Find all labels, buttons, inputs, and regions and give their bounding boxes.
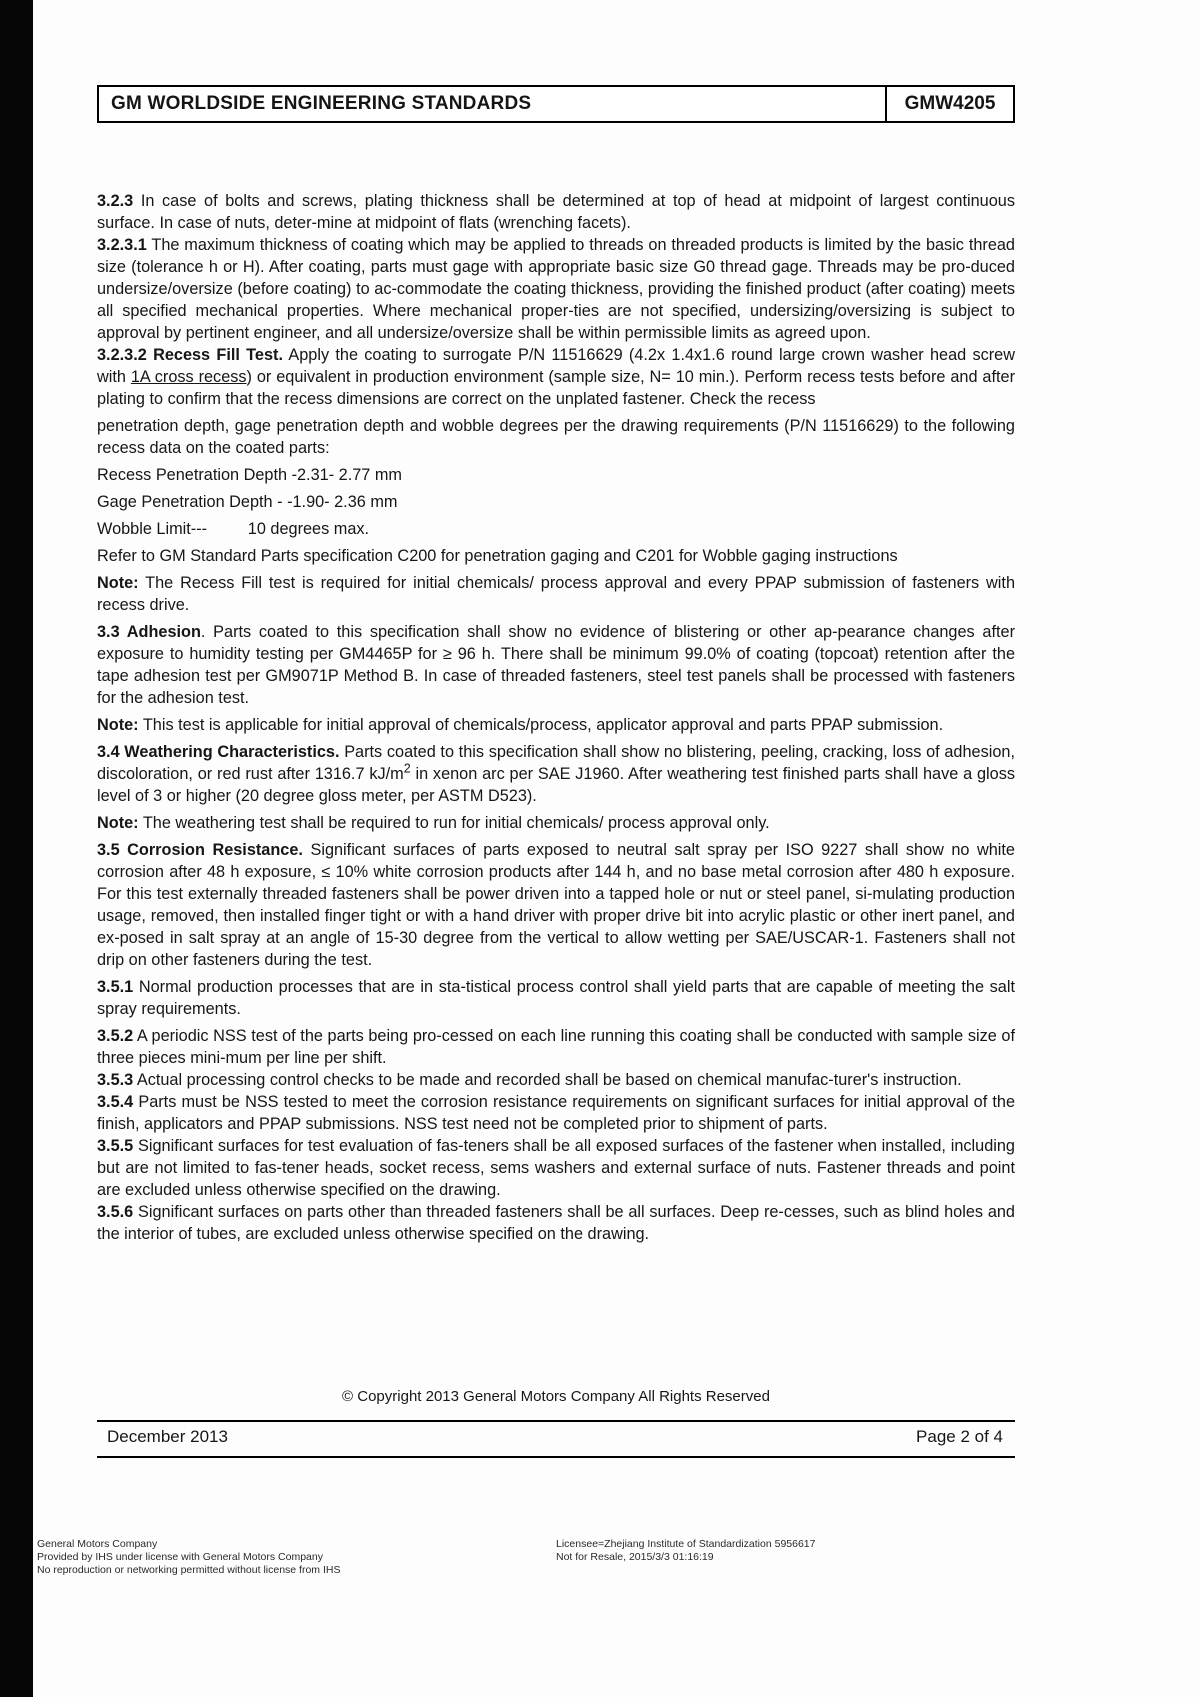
paragraph-text: Parts must be NSS tested to meet the corrosion resistance requirements on significant surfaces for initial approval of the finish, applicators and PPAP submissions. NSS test need not be completed prior to shipment of parts. xyxy=(97,1093,1015,1133)
paragraph-text: Refer to GM Standard Parts specification C200 for penetration gaging and C201 for Wobble gaging instructions xyxy=(97,547,898,565)
copyright-line: © Copyright 2013 General Motors Company All Rights Reserved xyxy=(342,1388,770,1405)
document-header xyxy=(97,85,1015,123)
paragraph-text: 1A cross recess xyxy=(130,368,247,386)
paragraph-text: Parts coated to this specification shall show no blistering, peeling, cracking, loss of adhesion, discoloration, or red rust after 1316.7 kJ/m xyxy=(97,743,1015,783)
fineprint-line: Licensee=Zhejiang Institute of Standardization 5956617 xyxy=(556,1538,816,1550)
paragraph xyxy=(97,234,1015,344)
fineprint-line: No reproduction or networking permitted without license from IHS xyxy=(37,1564,341,1576)
paragraph-lead-text: Note: xyxy=(97,574,139,592)
paragraph-text: Normal production processes that are in sta-tistical process control shall yield parts that are capable of meeting the salt spray requirements. xyxy=(97,978,1015,1018)
paragraph-text: Wobble Limit--- 10 degrees max. xyxy=(97,520,370,538)
fineprint-left-block xyxy=(37,1538,340,1577)
paragraph xyxy=(97,572,1015,616)
paragraph xyxy=(97,812,1015,834)
paragraph-text: . Parts coated to this specification shall show no evidence of blistering or other ap-pearance changes after exposure to humidity testing per GM4465P for ≥ 96 h. There shall be minimum 99.0% of coating (topcoat) retention after the tape adhesion test per GM9071P Method B. In case of threaded fasteners, steel test panels shall be processed with fasteners for the adhesion test. xyxy=(97,623,1015,707)
paragraph-lead-text: Note: xyxy=(97,716,139,734)
paragraph xyxy=(97,1069,1015,1091)
paragraph xyxy=(97,976,1015,1020)
fineprint-line: Not for Resale, 2015/3/3 01:16:19 xyxy=(556,1551,714,1563)
header-doc-number: GMW4205 xyxy=(885,87,1013,121)
paragraph-text: A periodic NSS test of the parts being pro-cessed on each line running this coating shall be conducted with sample size of three pieces mini-mum per line per shift. xyxy=(97,1027,1015,1067)
footer-divider-top xyxy=(97,1420,1015,1422)
paragraph-text: Apply the coating to surrogate P/N 11516629 (4.2x 1.4x1.6 round large crown washer head screw with xyxy=(97,346,1015,386)
scan-left-edge xyxy=(0,0,33,1697)
footer-divider-bottom xyxy=(97,1456,1015,1458)
paragraph-text: Actual processing control checks to be made and recorded shall be based on chemical manufac-turer's instruction. xyxy=(133,1071,962,1089)
paragraph xyxy=(97,518,1015,540)
document-body xyxy=(97,190,1015,1245)
paragraph-text: ) or equivalent in production environment (sample size, N= 10 min.). Perform recess tests before and after plating to confirm that the recess dimensions are correct on the unplated fastener. Check the recess xyxy=(97,368,1015,408)
paragraph xyxy=(97,545,1015,567)
fineprint-line: Provided by IHS under license with General Motors Company xyxy=(37,1551,323,1563)
paragraph-lead-text: 3.4 Weathering Characteristics. xyxy=(97,743,340,761)
paragraph xyxy=(97,714,1015,736)
paragraph-lead-text: 3.5.1 xyxy=(97,978,134,996)
paragraph-lead-text: 3.3 Adhesion xyxy=(97,623,201,641)
header-title: GM WORLDSIDE ENGINEERING STANDARDS xyxy=(111,93,532,114)
footer-row xyxy=(97,1427,1015,1447)
paragraph-lead-text: 3.5 Corrosion Resistance. xyxy=(97,841,303,859)
paragraph xyxy=(97,1201,1015,1245)
paragraph-text: penetration depth, gage penetration depth and wobble degrees per the drawing requirements (P/N 11516629) to the following recess data on the coated parts: xyxy=(97,417,1015,457)
paragraph xyxy=(97,491,1015,513)
paragraph-lead-text: 3.5.3 xyxy=(97,1071,134,1089)
paragraph xyxy=(97,1091,1015,1135)
fineprint-right-block xyxy=(556,1538,815,1564)
paragraph-lead-text: 3.5.2 xyxy=(97,1027,134,1045)
paragraph-text: Significant surfaces on parts other than threaded fasteners shall be all surfaces. Deep re-cesses, such as blind holes and the interior of tubes, are excluded unless otherwise specified on the drawing. xyxy=(97,1203,1015,1243)
paragraph-text: in xenon arc per SAE J1960. After weathering test finished parts shall have a gloss level of 3 or higher (20 degree gloss meter, per ASTM D523). xyxy=(97,765,1015,805)
superscript-text: 2 xyxy=(403,761,411,776)
paragraph-text: Significant surfaces of parts exposed to neutral salt spray per ISO 9227 shall show no white corrosion after 48 h exposure, ≤ 10% white corrosion products after 144 h, and no base metal corrosion after 480 h exposure. For this test externally threaded fasteners shall be power driven into a tapped hole or nut or steel panel, si-mulating production usage, removed, then installed finger tight or with a hand driver with proper drive bit into acrylic plastic or other inert panel, and ex-posed in salt spray at an angle of 15-30 degree from the vertical to allow wetting per SAE/USCAR-1. Fasteners shall not drip on other fasteners during the test. xyxy=(97,841,1015,969)
paragraph xyxy=(97,1135,1015,1201)
paragraph-lead-text: 3.2.3.2 Recess Fill Test. xyxy=(97,346,283,364)
paragraph xyxy=(97,464,1015,486)
footer-date: December 2013 xyxy=(107,1427,228,1446)
paragraph-text: The weathering test shall be required to run for initial chemicals/ process approval only. xyxy=(138,814,770,832)
paragraph-lead-text: Note: xyxy=(97,814,139,832)
paragraph-lead-text: 3.2.3 xyxy=(97,192,134,210)
paragraph-text: The Recess Fill test is required for initial chemicals/ process approval and every PPAP submission of fasteners with recess drive. xyxy=(97,574,1015,614)
footer-page-indicator: Page 2 of 4 xyxy=(916,1427,1003,1446)
paragraph-text: This test is applicable for initial approval of chemicals/process, applicator approval and parts PPAP submission. xyxy=(138,716,944,734)
paragraph xyxy=(97,190,1015,234)
fineprint-line: General Motors Company xyxy=(37,1538,158,1550)
paragraph xyxy=(97,344,1015,410)
paragraph-lead-text: 3.5.5 xyxy=(97,1137,134,1155)
paragraph xyxy=(97,415,1015,459)
paragraph-text: Recess Penetration Depth -2.31- 2.77 mm xyxy=(97,466,402,484)
paragraph xyxy=(97,839,1015,971)
paragraph-text: The maximum thickness of coating which may be applied to threads on threaded products is limited by the basic thread size (tolerance h or H). After coating, parts must gage with appropriate basic size G0 thread gage. Threads may be pro-duced undersize/oversize (before coating) to ac-commodate the coating thickness, providing the finished product (after coating) meets all specified mechanical properties. Where mechanical proper-ties are not specified, undersizing/oversizing is subject to approval by pertinent engineer, and all undersize/oversize shall be within permissible limits as agreed upon. xyxy=(97,236,1015,342)
paragraph-lead-text: 3.5.6 xyxy=(97,1203,134,1221)
paragraph xyxy=(97,621,1015,709)
paragraph-text: In case of bolts and screws, plating thickness shall be determined at top of head at midpoint of largest continuous surface. In case of nuts, deter-mine at midpoint of flats (wrenching facets). xyxy=(97,192,1015,232)
paragraph-text: Significant surfaces for test evaluation of fas-teners shall be all exposed surfaces of the fastener when installed, including but are not limited to fas-tener heads, socket recess, sems washers and external surface of nuts. Fastener threads and point are excluded unless otherwise specified on the drawing. xyxy=(97,1137,1015,1199)
paragraph xyxy=(97,741,1015,807)
paragraph-lead-text: 3.2.3.1 xyxy=(97,236,147,254)
paragraph-lead-text: 3.5.4 xyxy=(97,1093,134,1111)
paragraph-text: Gage Penetration Depth - -1.90- 2.36 mm xyxy=(97,493,398,511)
paragraph xyxy=(97,1025,1015,1069)
